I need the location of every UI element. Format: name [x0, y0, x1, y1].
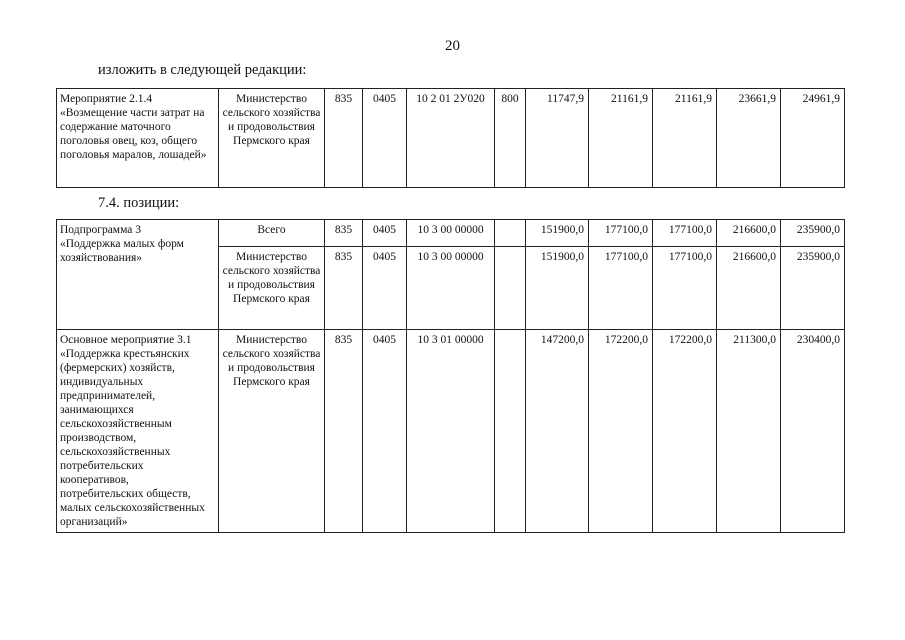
value-cell: 216600,0	[717, 220, 781, 247]
expense-type-code	[495, 220, 526, 247]
table-event-2-1-4	[56, 88, 845, 188]
value-cell: 172200,0	[589, 330, 653, 533]
executor: Министерство сельского хозяйства и продовольствия Пермского края	[219, 330, 325, 533]
value-cell: 235900,0	[781, 220, 845, 247]
table-row	[57, 330, 845, 533]
value-cell: 24961,9	[781, 89, 845, 188]
value-cell: 21161,9	[589, 89, 653, 188]
executor: Министерство сельского хозяйства и продовольствия Пермского края	[219, 89, 325, 188]
expense-type-code: 800	[495, 89, 526, 188]
value-cell: 177100,0	[653, 220, 717, 247]
value-cell: 230400,0	[781, 330, 845, 533]
value-cell: 151900,0	[526, 220, 589, 247]
grbs-code: 835	[325, 220, 363, 247]
value-cell: 235900,0	[781, 247, 845, 330]
value-cell: 216600,0	[717, 247, 781, 330]
value-cell: 23661,9	[717, 89, 781, 188]
section-code: 0405	[363, 330, 407, 533]
section-title: 7.4. позиции:	[98, 195, 180, 211]
target-code: 10 2 01 2У020	[407, 89, 495, 188]
section-code: 0405	[363, 220, 407, 247]
expense-type-code	[495, 247, 526, 330]
intro-text: изложить в следующей редакции:	[98, 62, 307, 78]
value-cell: 151900,0	[526, 247, 589, 330]
page-number: 20	[445, 38, 460, 54]
target-code: 10 3 01 00000	[407, 330, 495, 533]
target-code: 10 3 00 00000	[407, 247, 495, 330]
expense-type-code	[495, 330, 526, 533]
executor: Министерство сельского хозяйства и продовольствия Пермского края	[219, 247, 325, 330]
grbs-code: 835	[325, 330, 363, 533]
grbs-code: 835	[325, 247, 363, 330]
value-cell: 147200,0	[526, 330, 589, 533]
value-cell: 21161,9	[653, 89, 717, 188]
value-cell: 11747,9	[526, 89, 589, 188]
executor: Всего	[219, 220, 325, 247]
section-code: 0405	[363, 247, 407, 330]
subprogram-name: Подпрограмма 3 «Поддержка малых форм хозяйствования»	[57, 220, 219, 330]
grbs-code: 835	[325, 89, 363, 188]
value-cell: 177100,0	[589, 247, 653, 330]
main-event-name: Основное мероприятие 3.1 «Поддержка крестьянских (фермерских) хозяйств, индивидуальных предпринимателей, занимающихся сельскохозяйственным производством, сельскохозяйственных потребительских кооперативов, потребительских обществ, малых сельскохозяйственных организаций»	[57, 330, 219, 533]
event-name: Мероприятие 2.1.4 «Возмещение части затрат на содержание маточного поголовья овец, коз, общего поголовья маралов, лошадей»	[57, 89, 219, 188]
value-cell: 172200,0	[653, 330, 717, 533]
table-row	[57, 89, 845, 188]
value-cell: 211300,0	[717, 330, 781, 533]
section-code: 0405	[363, 89, 407, 188]
value-cell: 177100,0	[653, 247, 717, 330]
table-row	[57, 220, 845, 247]
value-cell: 177100,0	[589, 220, 653, 247]
target-code: 10 3 00 00000	[407, 220, 495, 247]
table-subprogram-3	[56, 219, 845, 533]
